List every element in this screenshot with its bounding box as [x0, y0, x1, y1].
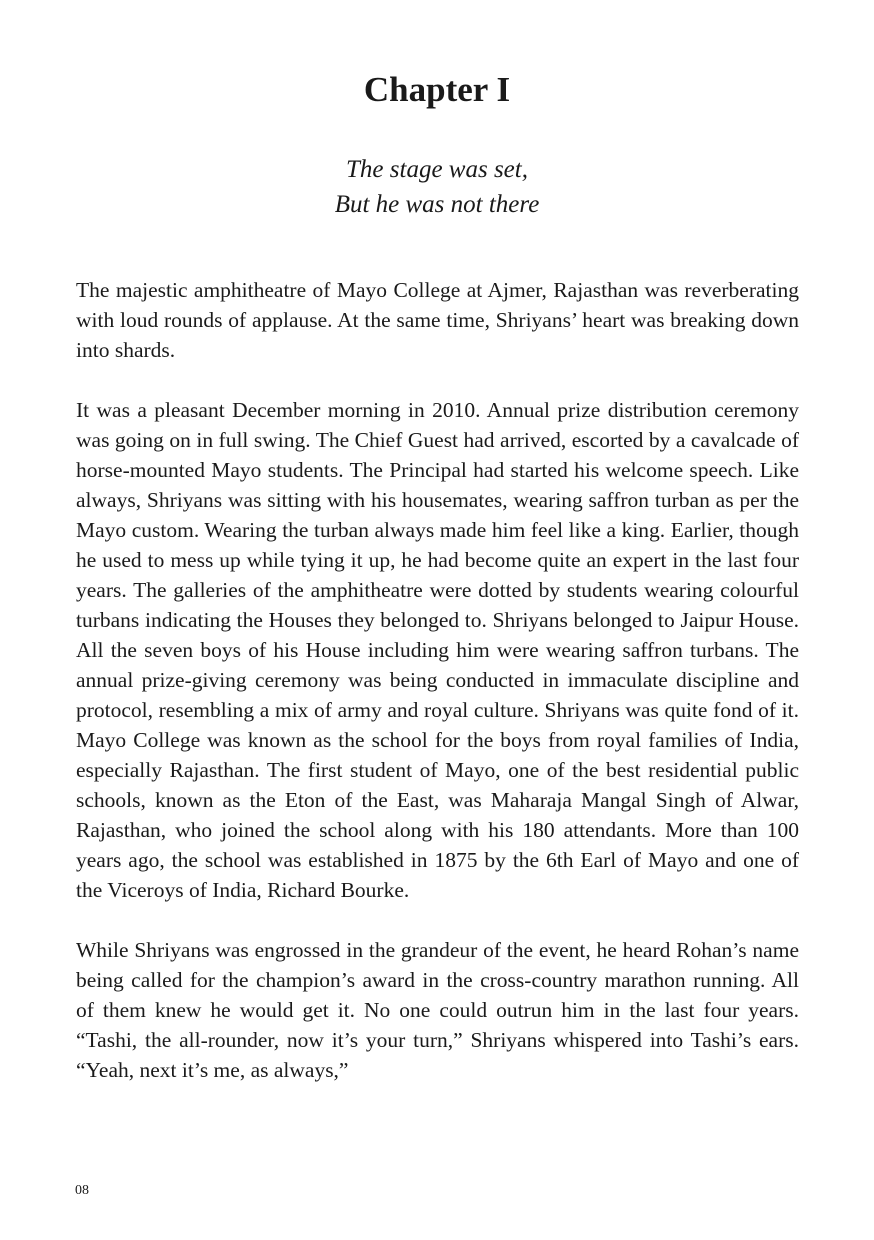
- chapter-body: [76, 275, 799, 1115]
- paragraph-3: While Shriyans was engrossed in the grandeur of the event, he heard Rohan’s name being called for the champion’s award in the cross-country marathon running. All of them knew he would get it. No one could outrun him in the last four years. “Tashi, the all-rounder, now it’s your turn,” Shriyans whispered into Tashi’s ears. “Yeah, next it’s me, as always,”: [76, 938, 799, 1082]
- chapter-subtitle: [0, 152, 874, 222]
- paragraph-1: The majestic amphitheatre of Mayo College at Ajmer, Rajasthan was reverberating with loud rounds of applause. At the same time, Shriyans’ heart was breaking down into shards.: [76, 278, 799, 362]
- chapter-title: Chapter I: [363, 70, 511, 109]
- page-number: 08: [75, 1183, 89, 1198]
- subtitle-line-2: But he was not there: [334, 191, 540, 218]
- paragraph-2: It was a pleasant December morning in 2010. Annual prize distribution ceremony was going on in full swing. The Chief Guest had arrived, escorted by a cavalcade of horse-mounted Mayo students. The Principal had started his welcome speech. Like always, Shriyans was sitting with his housemates, wearing saffron turban as per the Mayo custom. Wearing the turban always made him feel like a king. Earlier, though he used to mess up while tying it up, he had become quite an expert in the last four years. The galleries of the amphitheatre were dotted by students wearing colourful turbans indicating the Houses they belonged to. Shriyans belonged to Jaipur House. All the seven boys of his House including him were wearing saffron turbans. The annual prize-giving ceremony was being conducted in immaculate discipline and protocol, resembling a mix of army and royal culture. Shriyans was quite fond of it. Mayo College was known as the school for the boys from royal families of India, especially Rajasthan. The first student of Mayo, one of the best residential public schools, known as the Eton of the East, was Maharaja Mangal Singh of Alwar, Rajasthan, who joined the school along with his 180 attendants. More than 100 years ago, the school was established in 1875 by the 6th Earl of Mayo and one of the Viceroys of India, Richard Bourke.: [76, 398, 799, 902]
- subtitle-line-1: The stage was set,: [346, 156, 528, 183]
